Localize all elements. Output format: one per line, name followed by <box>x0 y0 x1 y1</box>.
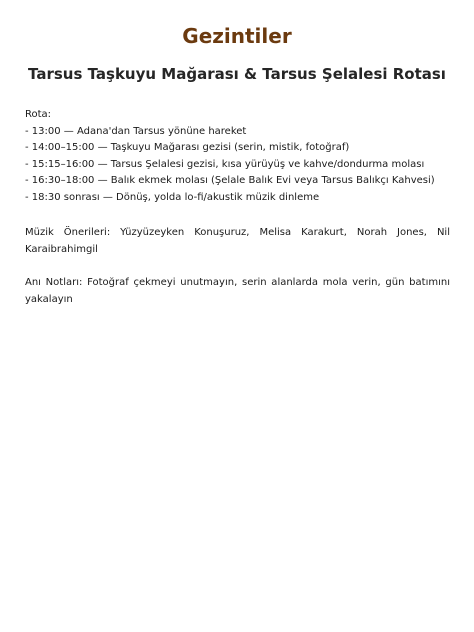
route-title: Tarsus Taşkuyu Mağarası & Tarsus Şelalesi Rotası <box>28 65 446 83</box>
route-section <box>25 107 450 206</box>
route-item: - 16:30–18:00 — Balık ekmek molası (Şelale Balık Evi veya Tarsus Balıkçı Kahvesi) <box>25 175 435 186</box>
music-recommendations: Müzik Önerileri: Yüzyüzeyken Konuşuruz, Melisa Karakurt, Norah Jones, Nil Karaibrahimgil <box>25 227 450 255</box>
route-heading: Rota: <box>25 109 52 120</box>
route-item: - 14:00–15:00 — Taşkuyu Mağarası gezisi (serin, mistik, fotoğraf) <box>25 142 350 153</box>
page-title: Gezintiler <box>182 24 292 48</box>
route-item: - 13:00 — Adana'dan Tarsus yönüne hareket <box>25 125 247 137</box>
route-item: - 15:15–16:00 — Tarsus Şelalesi gezisi, kısa yürüyüş ve kahve/dondurma molası <box>25 158 425 170</box>
memory-notes: Anı Notları: Fotoğraf çekmeyi unutmayın, serin alanlarda mola verin, gün batımını yakalayın <box>25 277 450 305</box>
route-item: - 18:30 sonrası — Dönüş, yolda lo-fi/akustik müzik dinleme <box>25 191 320 203</box>
